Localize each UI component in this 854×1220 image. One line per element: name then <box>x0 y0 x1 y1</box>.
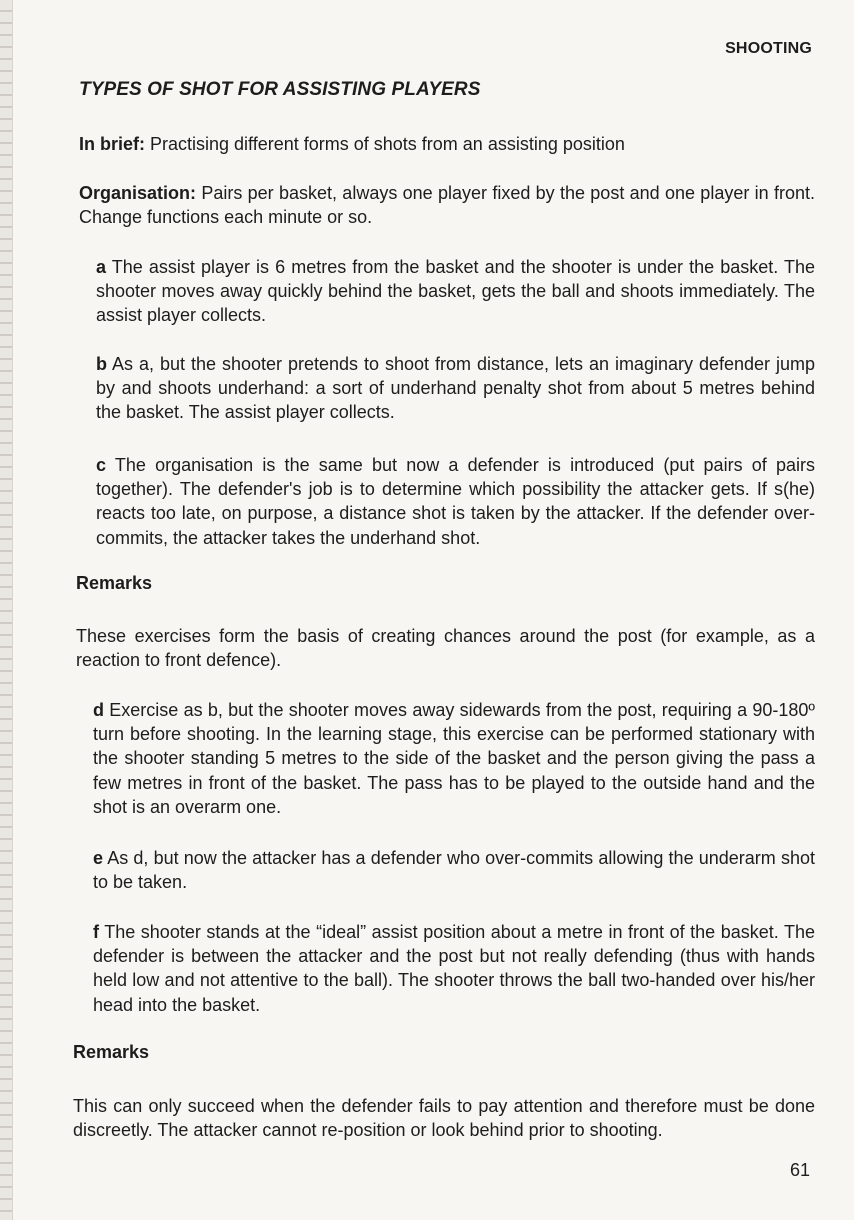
exercise-c <box>96 453 815 550</box>
exercise-text: As a, but the shooter pretends to shoot from distance, lets an imaginary defender jump by and shoots underhand: a sort of underhand penalty shot from about 5 metres behind the basket. The assist player collects. <box>96 354 815 423</box>
organisation-label: Organisation: <box>79 183 197 203</box>
exercise-letter: d <box>93 700 104 720</box>
exercise-text: The assist player is 6 metres from the basket and the shooter is under the basket. The shooter moves away quickly behind the basket, gets the ball and shoots immediately. The assist player collects. <box>96 257 815 326</box>
in-brief-label: In brief: <box>79 134 145 154</box>
exercise-text: Exercise as b, but the shooter moves away sidewards from the post, requiring a 90-180º turn before shooting. In the learning stage, this exercise can be performed stationary with the shooter standing 5 metres to the side of the basket and the person giving the pass a few metres in front of the basket. The pass has to be played to the outside hand and the shot is an overarm one. <box>93 700 815 817</box>
remarks-heading: Remarks <box>73 1042 150 1062</box>
exercise-a <box>96 255 815 328</box>
exercise-d <box>93 698 815 819</box>
exercise-letter: a <box>96 257 107 277</box>
remarks-text: This can only succeed when the defender fails to pay attention and therefore must be done discreetly. The attacker cannot re-position or look behind prior to shooting. <box>73 1096 815 1141</box>
organisation-text: Pairs per basket, always one player fixed by the post and one player in front. Change functions each minute or so. <box>79 183 815 228</box>
in-brief-line <box>79 132 625 156</box>
exercise-letter: f <box>93 922 99 942</box>
page-number: 61 <box>789 1160 810 1180</box>
organisation-paragraph <box>79 181 815 229</box>
exercise-text: The shooter stands at the “ideal” assist position about a metre in front of the basket. The defender is between the attacker and the post but not really defending (thus with hands held low and not attentive to the ball). The shooter throws the ball two-handed over his/her head into the basket. <box>93 922 816 1015</box>
remarks-text: These exercises form the basis of creating chances around the post (for example, as a reaction to front defence). <box>76 626 815 671</box>
remarks-heading: Remarks <box>76 573 153 593</box>
running-header: SHOOTING <box>725 40 812 57</box>
exercise-e <box>93 846 815 894</box>
exercise-f <box>93 920 815 1017</box>
exercise-letter: c <box>96 455 107 475</box>
exercise-letter: e <box>93 848 104 868</box>
exercise-text: As d, but now the attacker has a defender who over-commits allowing the underarm shot to be taken. <box>93 848 815 893</box>
exercise-text: The organisation is the same but now a defender is introduced (put pairs of pairs together). The defender's job is to determine which possibility the attacker gets. If s(he) reacts too late, on purpose, a distance shot is taken by the attacker. If the defender over-commits, the attacker takes the underhand shot. <box>96 455 815 548</box>
in-brief-text: Practising different forms of shots from an assisting position <box>150 134 625 154</box>
exercise-letter: b <box>96 354 107 374</box>
exercise-b <box>96 352 815 425</box>
section-title: TYPES OF SHOT FOR ASSISTING PLAYERS <box>79 79 481 100</box>
